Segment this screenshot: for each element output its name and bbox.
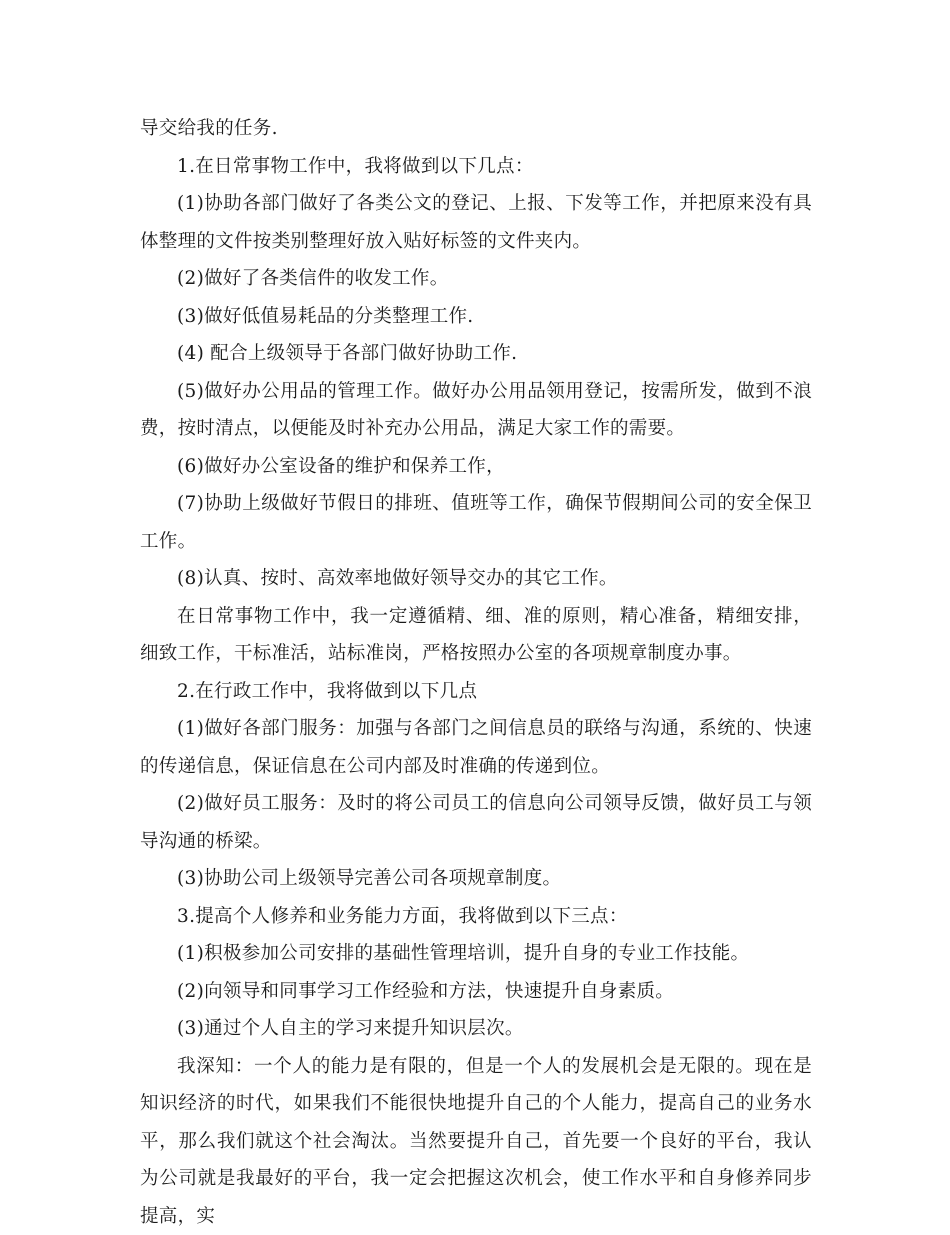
paragraph: (3)通过个人自主的学习来提升知识层次。 — [140, 1010, 812, 1048]
paragraph: 在日常事物工作中，我一定遵循精、细、准的原则，精心准备，精细安排，细致工作，干标准活，站标准岗，严格按照办公室的各项规章制度办事。 — [140, 598, 812, 673]
paragraph: (2)做好员工服务：及时的将公司员工的信息向公司领导反馈，做好员工与领导沟通的桥梁。 — [140, 785, 812, 860]
paragraph: (4) 配合上级领导于各部门做好协助工作. — [140, 335, 812, 373]
paragraph: (8)认真、按时、高效率地做好领导交办的其它工作。 — [140, 560, 812, 598]
paragraph: (7)协助上级做好节假日的排班、值班等工作，确保节假期间公司的安全保卫工作。 — [140, 485, 812, 560]
paragraph: (3)做好低值易耗品的分类整理工作. — [140, 298, 812, 336]
paragraph: (6)做好办公室设备的维护和保养工作， — [140, 448, 812, 486]
paragraph: (5)做好办公用品的管理工作。做好办公用品领用登记，按需所发，做到不浪费，按时清点，以便能及时补充办公用品，满足大家工作的需要。 — [140, 373, 812, 448]
paragraph: 1.在日常事物工作中，我将做到以下几点： — [140, 148, 812, 186]
document-body — [140, 110, 812, 1235]
paragraph: (1)协助各部门做好了各类公文的登记、上报、下发等工作，并把原来没有具体整理的文件按类别整理好放入贴好标签的文件夹内。 — [140, 185, 812, 260]
paragraph: 我深知：一个人的能力是有限的，但是一个人的发展机会是无限的。现在是知识经济的时代，如果我们不能很快地提升自己的个人能力，提高自己的业务水平，那么我们就这个社会淘汰。当然要提升自己，首先要一个良好的平台，我认为公司就是我最好的平台，我一定会把握这次机会，使工作水平和自身修养同步提高，实 — [140, 1048, 812, 1235]
paragraph: (2)做好了各类信件的收发工作。 — [140, 260, 812, 298]
paragraph: 2.在行政工作中，我将做到以下几点 — [140, 673, 812, 711]
paragraph: (1)做好各部门服务：加强与各部门之间信息员的联络与沟通，系统的、快速的传递信息，保证信息在公司内部及时准确的传递到位。 — [140, 710, 812, 785]
paragraph: 导交给我的任务. — [140, 110, 812, 148]
paragraph: 3.提高个人修养和业务能力方面，我将做到以下三点： — [140, 898, 812, 936]
paragraph: (1)积极参加公司安排的基础性管理培训，提升自身的专业工作技能。 — [140, 935, 812, 973]
paragraph: (2)向领导和同事学习工作经验和方法，快速提升自身素质。 — [140, 973, 812, 1011]
paragraph: (3)协助公司上级领导完善公司各项规章制度。 — [140, 860, 812, 898]
